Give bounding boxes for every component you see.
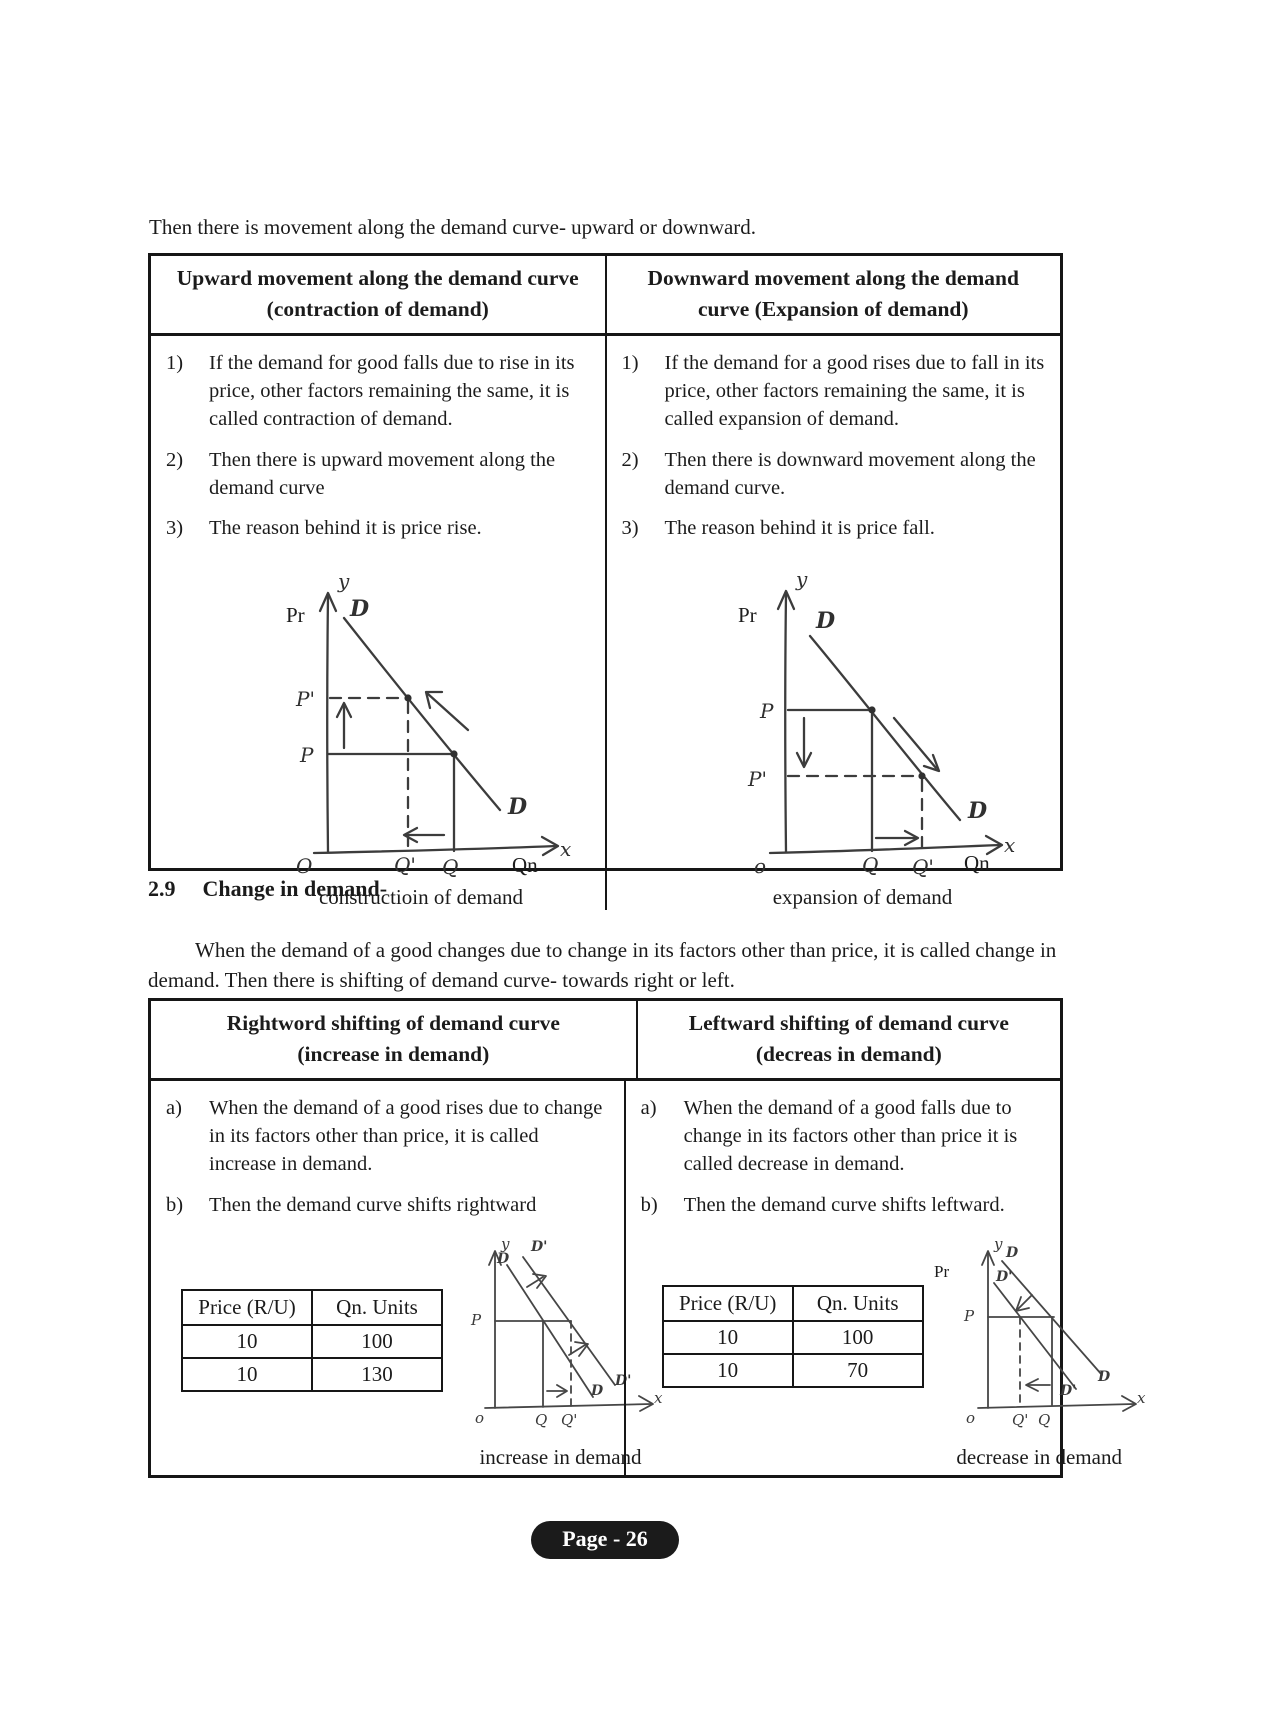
list-item: [151, 350, 605, 434]
item-number: 1): [166, 352, 184, 375]
demand-d-label-bottom: D: [591, 1382, 604, 1399]
list-item: [151, 515, 605, 543]
q-label: Q: [535, 1410, 548, 1429]
price-table-cell: 10: [663, 1321, 793, 1354]
qn-label: Qn: [963, 851, 990, 876]
table2-right-header-line1: Leftward shifting of demand curve: [688, 1011, 1009, 1035]
price-table-header-cell: Qn. Units: [312, 1290, 442, 1325]
contraction-graph-block: [251, 556, 591, 910]
y-axis-label: y: [338, 569, 350, 594]
list-item: [151, 447, 605, 503]
price-table-header-cell: Qn. Units: [793, 1286, 923, 1321]
list-item: [607, 350, 1061, 434]
item-text: The reason behind it is price fall.: [664, 517, 935, 540]
p-label: P: [963, 1306, 974, 1325]
section-title: Change in demand-: [202, 876, 388, 901]
demand-d-prime-label-bottom: D': [1059, 1382, 1077, 1399]
shift-table: [148, 998, 1146, 1478]
item-number: 1): [621, 352, 639, 375]
x-axis-label: x: [654, 1388, 663, 1407]
table2-left-header: [151, 1001, 636, 1078]
decrease-graph: [932, 1233, 1147, 1438]
p-label: P: [300, 743, 314, 768]
item-number: b): [640, 1193, 658, 1216]
table1-left-header: [151, 256, 605, 333]
contraction-graph: [256, 556, 586, 878]
movement-table-header-row: [151, 256, 1060, 336]
table1-right-header-line1: Downward movement along the demand: [647, 266, 1019, 290]
intro-text: Then there is movement along the demand curve- upward or downward.: [149, 215, 757, 239]
y-axis: [785, 594, 786, 852]
demand-label-bottom: D: [508, 794, 528, 821]
item-text: If the demand for good falls due to rise in its price, other factors remaining the same, it is called contraction of demand.: [209, 352, 575, 430]
q-label: Q: [442, 855, 459, 879]
expansion-graph-block: [693, 556, 1033, 910]
price-table-header-cell: Price (R/U): [182, 1290, 312, 1325]
price-table: [662, 1285, 924, 1388]
table2-left-cell: [151, 1081, 663, 1475]
p-prime-label: P': [747, 767, 767, 792]
table2-right-header: [636, 1001, 1060, 1078]
item-text: Then there is upward movement along the demand curve: [209, 448, 556, 499]
table2-left-header-line2: (increase in demand): [297, 1041, 490, 1066]
origin-label: o: [753, 854, 766, 879]
table2-right-header-line2: (decreas in demand): [755, 1041, 942, 1066]
lower-point: [918, 773, 925, 780]
q-prime-label: Q': [911, 855, 934, 879]
table1-right-header: [605, 256, 1061, 333]
item-number: a): [640, 1097, 657, 1120]
item-text: Then the demand curve shifts leftward.: [683, 1193, 1005, 1216]
price-table-left-wrap: [181, 1289, 443, 1392]
p-label: P: [759, 699, 773, 724]
price-table-cell: 100: [312, 1325, 442, 1358]
x-axis-label: x: [1136, 1388, 1146, 1407]
price-table-cell: 10: [663, 1354, 793, 1387]
item-text: Then there is downward movement along the demand curve.: [664, 448, 1036, 499]
p-label: P: [471, 1310, 482, 1329]
price-axis-label: Pr: [933, 1261, 949, 1281]
graph-caption: decrease in demand: [956, 1444, 1122, 1469]
section-heading: [148, 876, 387, 902]
table1-left-header-line1: Upward movement along the demand curve: [176, 266, 579, 290]
expansion-graph: [698, 556, 1028, 878]
price-table-header-cell: Price (R/U): [663, 1286, 793, 1321]
item-number: 3): [621, 517, 639, 540]
price-table-cell: 70: [793, 1354, 923, 1387]
list-item: [626, 1192, 1060, 1220]
upper-point: [868, 707, 875, 714]
item-text: The reason behind it is price rise.: [209, 517, 482, 540]
demand-label-bottom: D: [967, 798, 987, 825]
item-text: Then the demand curve shifts rightward: [209, 1193, 537, 1216]
page-number-badge: Page - 26: [531, 1521, 679, 1559]
price-table-cell: 100: [793, 1321, 923, 1354]
list-item: [607, 515, 1061, 543]
demand-d-label-top: D: [497, 1250, 510, 1267]
p-prime-label: P': [296, 687, 315, 712]
price-axis-label: Pr: [737, 603, 757, 628]
price-table-cell: 10: [182, 1325, 312, 1358]
demand-d-label-bottom: D: [1097, 1368, 1110, 1385]
list-item: [607, 447, 1061, 503]
table1-left-cell: [151, 336, 605, 910]
along-curve-arrow: [894, 718, 936, 768]
q-prime-label: Q': [394, 853, 416, 878]
price-axis-label: Pr: [286, 603, 305, 628]
list-item: [626, 1095, 1060, 1179]
q-prime-label: Q': [561, 1410, 578, 1429]
x-axis: [978, 1404, 1134, 1408]
item-number: 2): [621, 448, 639, 471]
q-label: Q: [861, 853, 878, 878]
lower-point: [450, 751, 457, 758]
section-number: 2.9: [148, 876, 176, 901]
origin-label: o: [965, 1408, 975, 1427]
graph-caption: increase in demand: [479, 1444, 642, 1469]
x-axis-label: x: [1003, 833, 1015, 858]
table1-left-header-line2: (contraction of demand): [266, 296, 489, 321]
q-prime-label: Q': [1011, 1410, 1029, 1429]
demand-curve-d: [507, 1265, 593, 1397]
along-curve-arrow: [428, 694, 468, 730]
x-axis: [314, 846, 556, 853]
price-table-cell: 10: [182, 1358, 312, 1391]
demand-d-prime-label-top: D': [531, 1238, 548, 1255]
qn-label: Qn: [512, 853, 538, 878]
demand-d-label-top: D: [1005, 1244, 1018, 1261]
table2-left-header-line1: Rightword shifting of demand curve: [226, 1011, 560, 1035]
upper-point: [404, 695, 411, 702]
demand-d-prime-label-bottom: D': [615, 1372, 632, 1389]
y-axis-label: y: [795, 567, 807, 592]
table1-right-header-line2: curve (Expansion of demand): [697, 296, 969, 321]
y-axis: [327, 596, 328, 852]
table1-right-cell: [605, 336, 1061, 910]
demand-curve: [344, 618, 500, 810]
item-text: If the demand for a good rises due to fall in its price, other factors remaining the same, it is called expansion of demand.: [664, 352, 1045, 430]
shift-table-header-row: [151, 1001, 1060, 1081]
list-item: [151, 1192, 624, 1220]
table2-right-cell: [624, 1081, 1146, 1475]
graph-caption: expansion of demand: [772, 885, 953, 910]
x-axis-label: x: [560, 837, 572, 862]
q-label: Q: [1037, 1410, 1050, 1429]
demand-label-top: D: [815, 608, 835, 635]
item-text: When the demand of a good falls due to change in its factors other than price it is called decrease in demand.: [683, 1097, 1018, 1175]
item-number: a): [166, 1097, 182, 1120]
demand-d-prime-label-top: D': [995, 1268, 1013, 1285]
price-table: [181, 1289, 443, 1392]
graph-caption: constructioin of demand: [318, 885, 524, 910]
item-number: 2): [166, 448, 184, 471]
origin-label: o: [475, 1408, 485, 1427]
item-text: When the demand of a good rises due to change in its factors other than price, it is called increase in demand.: [209, 1097, 603, 1175]
y-axis-label: y: [993, 1234, 1003, 1253]
demand-label-top: D: [350, 596, 370, 623]
origin-label: O: [296, 854, 313, 879]
body-paragraph: When the demand of a good changes due to change in its factors other than price, it is called change in demand. Then there is shifting of demand curve- towards right or left.: [148, 938, 1057, 993]
price-table-cell: 130: [312, 1358, 442, 1391]
item-number: b): [166, 1193, 184, 1216]
list-item: [151, 1095, 624, 1179]
item-number: 3): [166, 517, 184, 540]
price-table-right-wrap: [662, 1285, 924, 1388]
decrease-graph-block: [932, 1233, 1147, 1470]
demand-curve: [810, 636, 960, 820]
y-axis-label: y: [501, 1234, 510, 1253]
